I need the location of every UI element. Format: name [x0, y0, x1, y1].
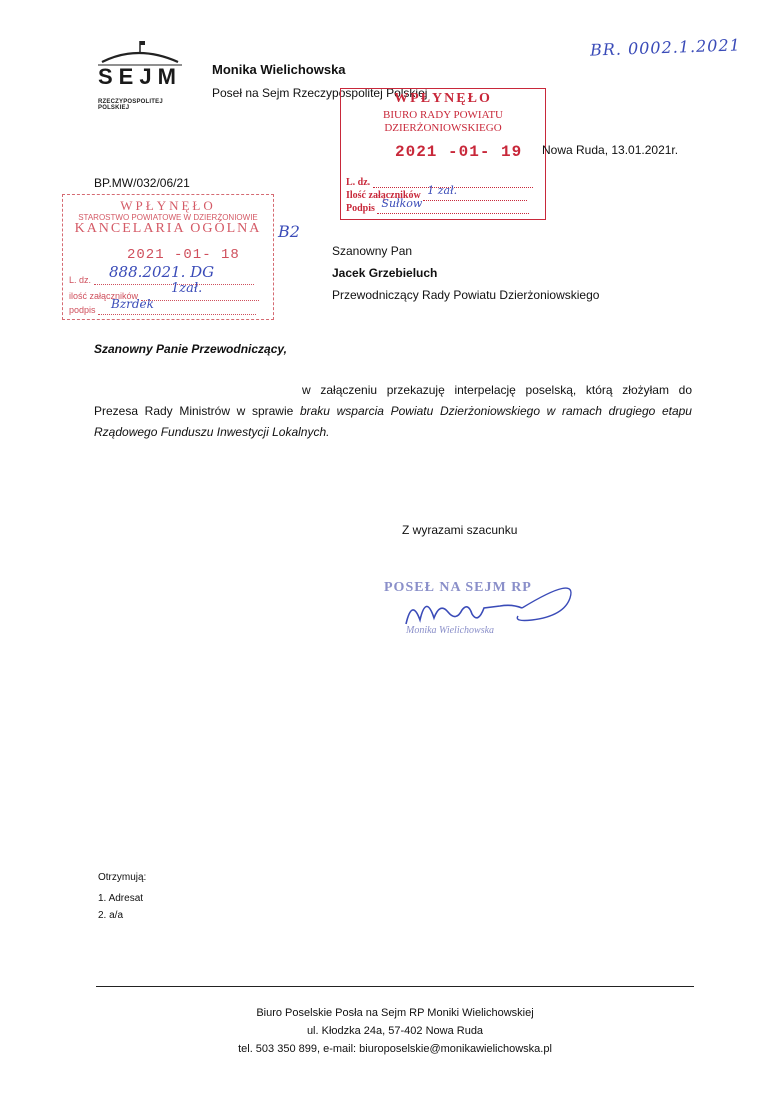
handwritten-attachments: 1 zał.	[427, 184, 458, 197]
received-stamp-biuro	[340, 88, 546, 220]
handwritten-reference: BR. 0002.1.2021	[589, 35, 742, 60]
place-date: Nowa Ruda, 13.01.2021r.	[542, 143, 679, 157]
signature-stamp-name: Monika Wielichowska	[406, 625, 495, 636]
closing: Z wyrazami szacunku	[402, 523, 518, 537]
footer-address: ul. Kłodzka 24a, 57-402 Nowa Ruda	[306, 1025, 484, 1037]
handwritten-signature-icon	[382, 578, 582, 648]
salutation: Szanowny Panie Przewodniczący,	[94, 342, 287, 356]
handwritten-signature: Sułkow	[381, 197, 423, 210]
sejm-logo	[92, 38, 192, 114]
logo-subtitle: RZECZYPOSPOLITEJ POLSKIEJ	[98, 99, 163, 111]
stamp-heading: WPŁYNĘŁO	[394, 91, 492, 106]
recipient-position: Przewodniczący Rady Powiatu Dzierżoniowskiego	[332, 288, 600, 302]
logo-wordmark: SEJM	[98, 64, 182, 89]
stamp-field-ldz: L. dz.	[346, 177, 533, 188]
stamp-field-signature: podpis	[69, 305, 256, 315]
letter-body: w załączeniu przekazuję interpelację poselską, którą złożyłam do Prezesa Rady Ministrów w sprawie braku wsparcia Powiatu Dzierżoniowskiego w ramach drugiego etapu Rządowego Funduszu Inwestycji Lokalnych.	[94, 383, 692, 439]
stamp-organization: BIURO RADY POWIATU DZIERŻONIOWSKIEGO	[383, 109, 503, 134]
handwritten-attachments: 1zał.	[171, 281, 203, 296]
footer-contact: tel. 503 350 899, e-mail: biuroposelskie@monikawielichowska.pl	[238, 1043, 552, 1055]
footer	[96, 1004, 694, 1058]
handwritten-signature: Bzrdek	[111, 297, 154, 311]
stamp-date: 2021 -01- 19	[395, 143, 523, 161]
recipients-label: Otrzymują:	[98, 872, 147, 883]
signature-stamp	[382, 578, 582, 668]
list-item: 2. a/a	[98, 910, 124, 921]
list-item: 1. Adresat	[98, 893, 144, 904]
handwritten-b2: B2	[278, 222, 300, 241]
recipient-name: Jacek Grzebieluch	[332, 266, 438, 280]
footer-divider	[96, 986, 694, 987]
author-name: Monika Wielichowska	[212, 62, 346, 77]
signature-stamp-title: POSEŁ NA SEJM RP	[384, 580, 532, 595]
stamp-department: KANCELARIA OGÓLNA	[74, 221, 262, 236]
stamp-heading: WPŁYNĘŁO	[120, 198, 216, 213]
recipient-greeting: Szanowny Pan	[332, 244, 413, 258]
author-title: Poseł na Sejm Rzeczypospolitej Polskiej	[212, 86, 428, 100]
stamp-organization: STAROSTWO POWIATOWE W DZIERŻONIOWIE	[78, 213, 258, 222]
recipient-block	[332, 240, 599, 306]
handwritten-ldz: 888.2021. DG	[109, 263, 215, 281]
footer-office: Biuro Poselskie Posła na Sejm RP Moniki Wielichowskiej	[256, 1007, 534, 1019]
stamp-field-attachments: Ilość załączników 1 zał.	[346, 190, 527, 201]
document-reference: BP.MW/032/06/21	[94, 176, 190, 190]
recipients-list	[98, 890, 143, 924]
received-stamp-starostwo	[62, 194, 274, 320]
stamp-field-attachments: ilość załączników	[69, 291, 259, 301]
stamp-field-ldz: L. dz.	[69, 275, 254, 285]
stamp-date: 2021 -01- 18	[127, 247, 240, 263]
stamp-field-signature: Podpis Sułkow	[346, 203, 529, 214]
